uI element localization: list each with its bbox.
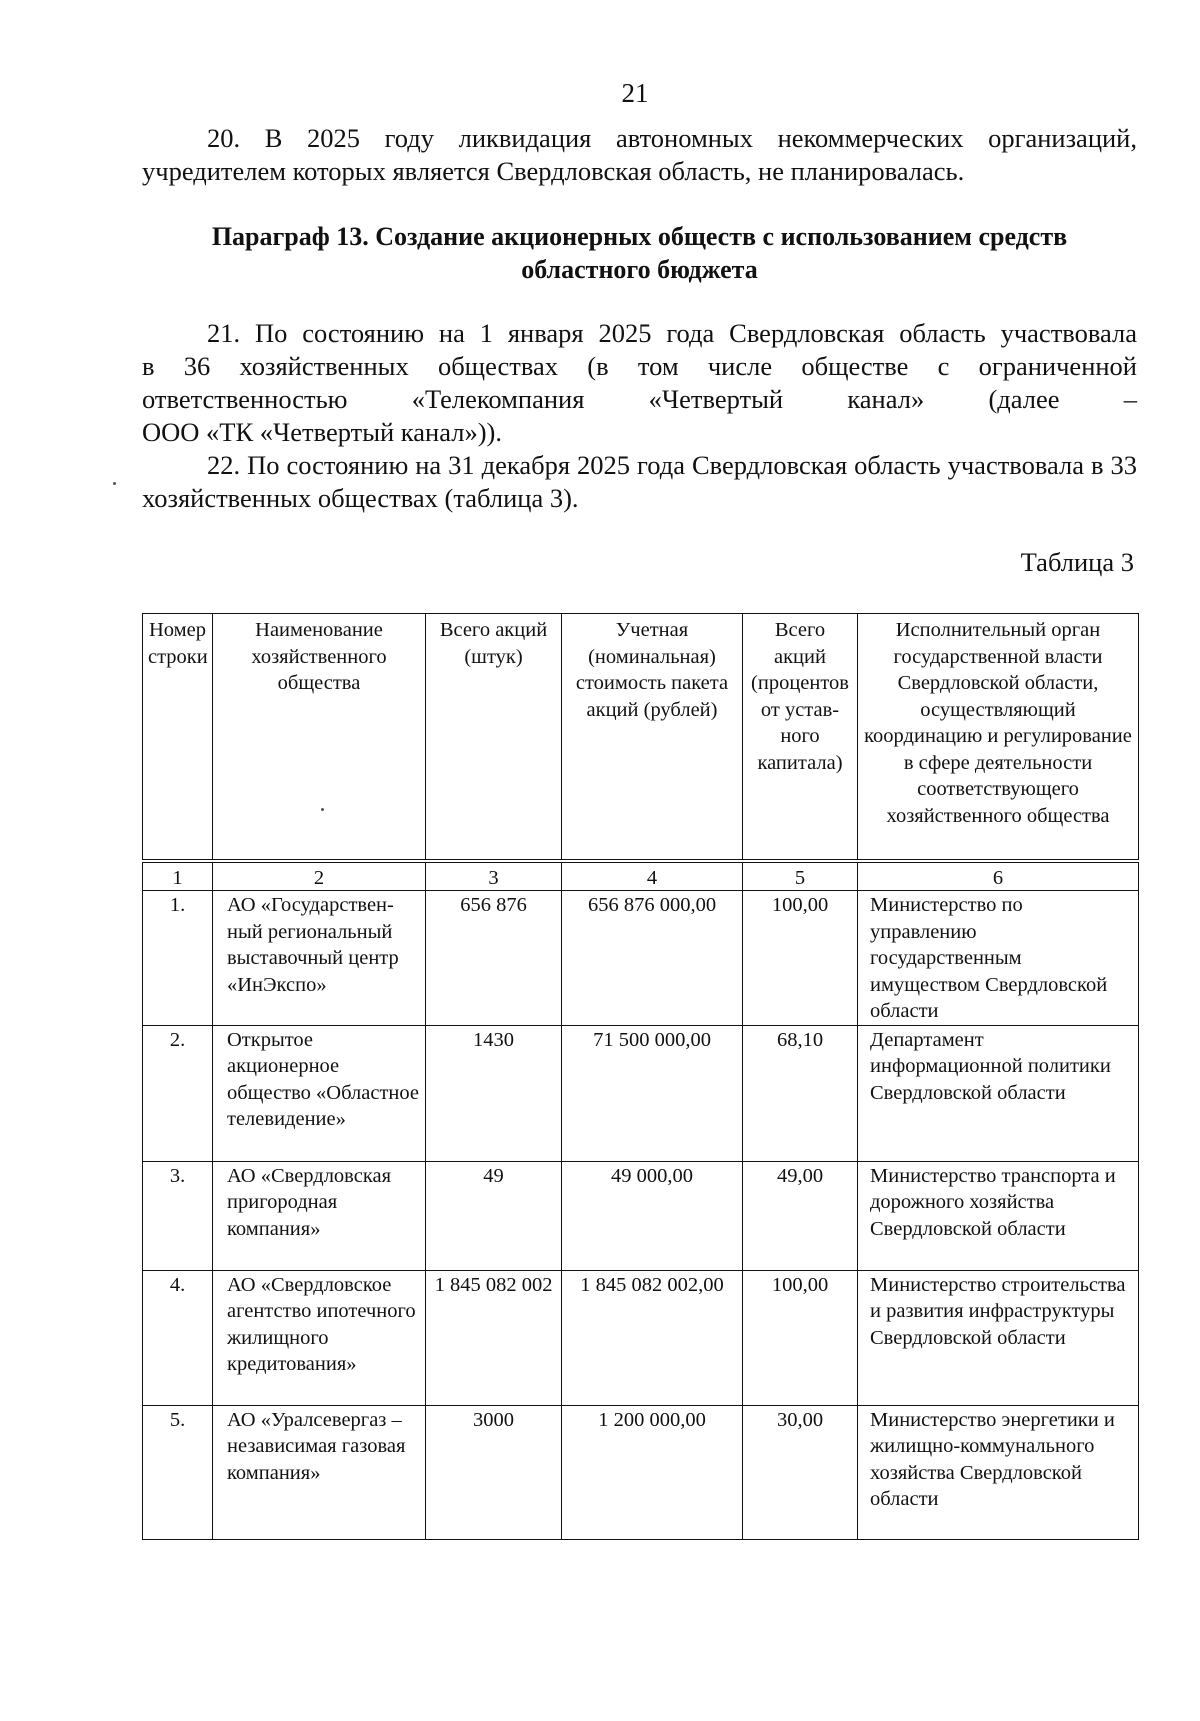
responsible-authority: Министерство энергетики и жилищно-коммунального хозяйства Свердловской области [858, 1405, 1139, 1539]
nominal-value: 71 500 000,00 [562, 1025, 743, 1161]
nominal-value: 1 845 082 002,00 [562, 1270, 743, 1405]
table-row [143, 891, 1139, 1026]
shares-count: 656 876 [426, 891, 562, 1026]
header-cell: Всего акций (процентов от устав-ного капитала) [743, 614, 858, 860]
section-heading [142, 220, 1137, 286]
section-heading-line-1: Параграф 13. Создание акционерных обществ с использованием средств [211, 222, 1068, 251]
row-number: 3. [143, 1161, 213, 1270]
header-cell: Учетная (номинальная) стоимость пакета акций (рублей) [562, 614, 743, 860]
responsible-authority: Министерство по управлению государственным имуществом Свердловской области [858, 891, 1139, 1026]
shares-count: 1 845 082 002 [426, 1270, 562, 1405]
share-percent: 100,00 [743, 1270, 858, 1405]
paragraph-20 [142, 122, 1137, 188]
row-number: 2. [143, 1025, 213, 1161]
row-number: 1. [143, 891, 213, 1026]
table-row [143, 1270, 1139, 1405]
column-number: 4 [562, 863, 743, 891]
paragraph-21-line-1 [142, 317, 1137, 350]
scan-artifact [321, 808, 324, 811]
responsible-authority: Министерство транспорта и дорожного хозяйства Свердловской области [858, 1161, 1139, 1270]
page-number: 21 [621, 78, 649, 108]
column-number: 3 [426, 863, 562, 891]
shares-count: 1430 [426, 1025, 562, 1161]
paragraph-20-text: 20. В 2025 году ликвидация автономных некоммерческих организаций, учредителем которых является Свердловская область, не планировалась. [142, 123, 1137, 186]
table-row [143, 1161, 1139, 1270]
column-number: 1 [143, 863, 213, 891]
paragraph-21-line-4: ООО «ТК «Четвертый канал»)). [142, 417, 502, 447]
company-name: АО «Уралсевергаз – независимая газовая компания» [213, 1405, 426, 1539]
row-number: 4. [143, 1270, 213, 1405]
share-percent: 100,00 [743, 891, 858, 1026]
table-caption: Таблица 3 [1020, 547, 1134, 577]
nominal-value: 49 000,00 [562, 1161, 743, 1270]
header-cell: Исполнительный орган государственной власти Свердловской области, осуществляющий координацию и регулирование в сфере деятельности соответствующего хозяйственного общества [858, 614, 1139, 860]
paragraph-21 [142, 317, 1137, 449]
paragraph-22-text: 22. По состоянию на 31 декабря 2025 года Свердловская область участвовала в 33 хозяйственных обществах (таблица 3). [142, 450, 1137, 513]
share-percent: 30,00 [743, 1405, 858, 1539]
header-cell: Наименование хозяйственного общества [213, 614, 426, 860]
header-cell: Всего акций (штук) [426, 614, 562, 860]
responsible-authority: Департамент информационной политики Свердловской области [858, 1025, 1139, 1161]
company-name: АО «Свердловская пригородная компания» [213, 1161, 426, 1270]
header-cell: Номер строки [143, 614, 213, 860]
table-row [143, 1405, 1139, 1539]
section-heading-line-2: областного бюджета [521, 255, 758, 284]
table-row [143, 1025, 1139, 1161]
shareholdings-table [142, 613, 1139, 1540]
responsible-authority: Министерство строительства и развития инфраструктуры Свердловской области [858, 1270, 1139, 1405]
paragraph-22 [142, 449, 1137, 515]
paragraph-21-line-1-text: 21. По состоянию на 1 января 2025 года Свердловская область участвовала [207, 318, 1137, 348]
column-number: 2 [213, 863, 426, 891]
share-percent: 68,10 [743, 1025, 858, 1161]
nominal-value: 1 200 000,00 [562, 1405, 743, 1539]
company-name: АО «Государствен-ный региональный выставочный центр «ИнЭкспо» [213, 891, 426, 1026]
column-number: 6 [858, 863, 1139, 891]
column-number-row [143, 863, 1139, 891]
nominal-value: 656 876 000,00 [562, 891, 743, 1026]
scan-artifact [113, 482, 116, 485]
company-name: АО «Свердловское агентство ипотечного жилищного кредитования» [213, 1270, 426, 1405]
column-number: 5 [743, 863, 858, 891]
company-name: Открытое акционерное общество «Областное телевидение» [213, 1025, 426, 1161]
paragraph-21-line-2: в 36 хозяйственных обществах (в том числе обществе с ограниченной [142, 351, 1137, 381]
share-percent: 49,00 [743, 1161, 858, 1270]
table-header-row [143, 614, 1139, 860]
shares-count: 3000 [426, 1405, 562, 1539]
shares-count: 49 [426, 1161, 562, 1270]
paragraph-21-line-3: ответственностью «Телекомпания «Четвертый канал» (далее – [142, 384, 1137, 414]
row-number: 5. [143, 1405, 213, 1539]
